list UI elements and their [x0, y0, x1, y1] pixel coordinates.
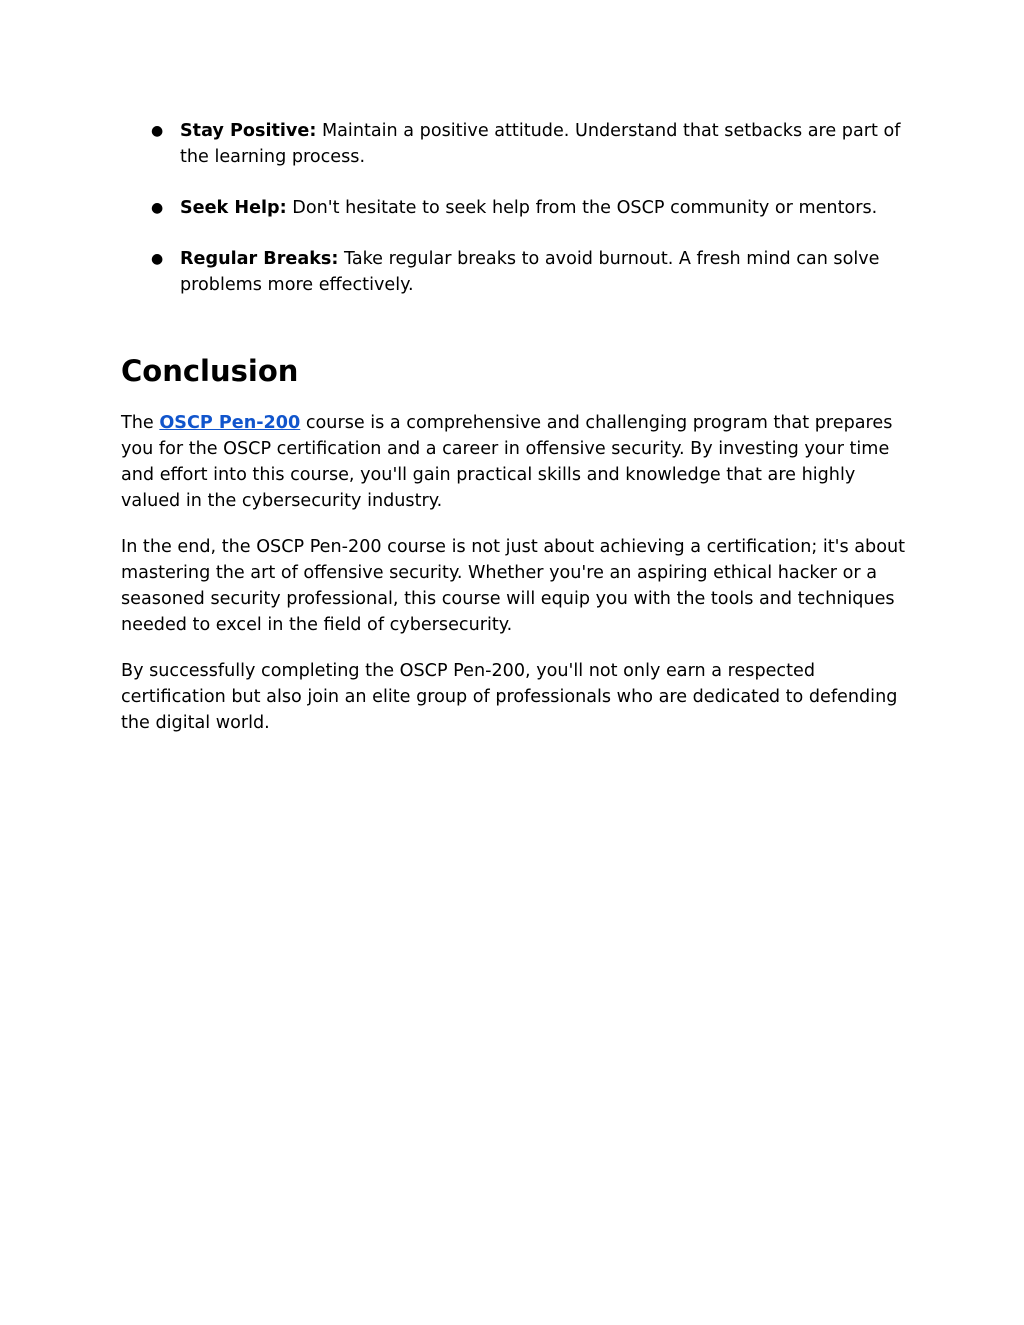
document-page [121, 118, 911, 756]
list-item-term: Stay Positive: [180, 121, 317, 141]
list-item-text: Don't hesitate to seek help from the OSCP community or mentors. [292, 198, 878, 218]
conclusion-paragraph-1 [121, 410, 911, 514]
list-item-seek-help [121, 195, 911, 221]
list-item-text: Maintain a positive attitude. Understand that setbacks are part of the learning process. [180, 121, 901, 167]
paragraph-prefix: The [121, 413, 154, 433]
list-item-stay-positive [121, 118, 911, 170]
tips-list [121, 118, 911, 298]
conclusion-heading: Conclusion [121, 354, 299, 388]
list-item-term: Seek Help: [180, 198, 287, 218]
list-item-term: Regular Breaks: [180, 249, 339, 269]
paragraph-suffix: course is a comprehensive and challenging program that prepares you for the OSCP certification and a career in offensive security. By investing your time and effort into this course, you'll gain practical skills and knowledge that are highly valued in the cybersecurity industry. [121, 413, 893, 511]
list-item-regular-breaks [121, 246, 911, 298]
conclusion-paragraph-2: In the end, the OSCP Pen-200 course is not just about achieving a certification; it's about mastering the art of offensive security. Whether you're an aspiring ethical hacker or a seasoned security professional, this course will equip you with the tools and techniques needed to excel in the field of cybersecurity. [121, 537, 906, 635]
list-item-text: Take regular breaks to avoid burnout. A fresh mind can solve problems more effectively. [180, 249, 880, 295]
oscp-pen-200-link[interactable]: OSCP Pen-200 [159, 413, 301, 433]
bullet-icon: ● [151, 123, 164, 139]
bullet-icon: ● [151, 251, 164, 267]
conclusion-paragraph-3: By successfully completing the OSCP Pen-200, you'll not only earn a respected certification but also join an elite group of professionals who are dedicated to defending the digital world. [121, 661, 898, 733]
bullet-icon: ● [151, 200, 164, 216]
